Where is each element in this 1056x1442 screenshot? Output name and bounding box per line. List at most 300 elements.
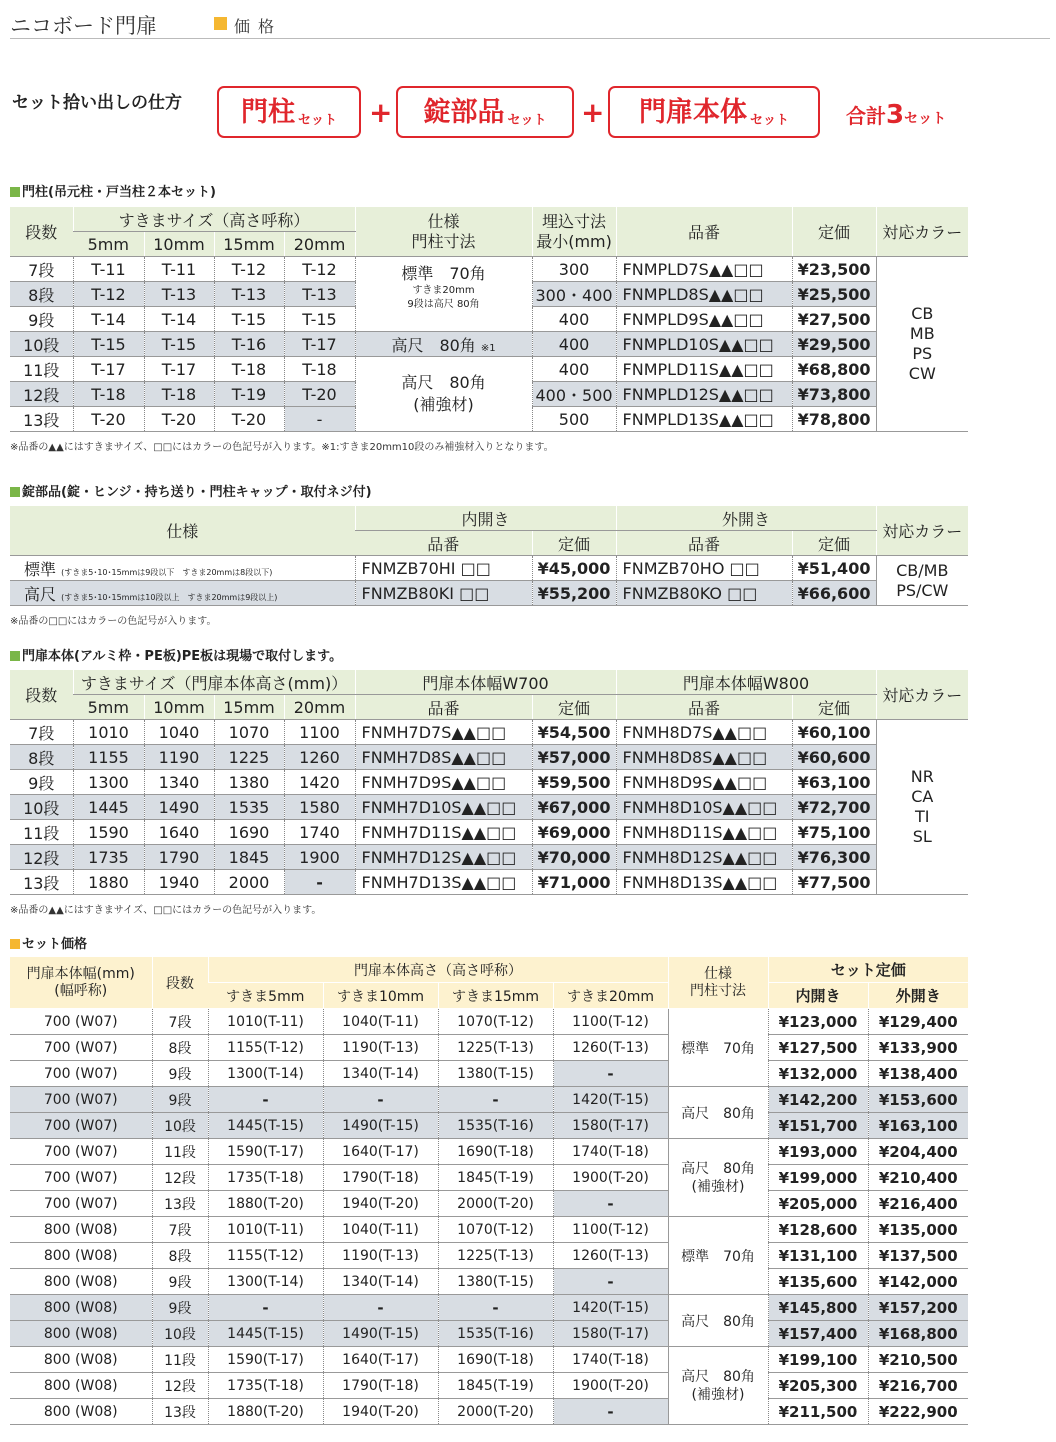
cell-steps: 8段 xyxy=(152,1035,208,1061)
cell: T-17 xyxy=(284,332,355,357)
th-spec xyxy=(668,957,768,1009)
cell: T-18 xyxy=(284,357,355,382)
cell: 1735 xyxy=(73,845,144,870)
cell-code: FNMPLD12S▲▲□□ xyxy=(616,382,792,407)
set-box-pillar-big: 門柱 xyxy=(240,97,295,128)
cell: 1010(T-11) xyxy=(208,1009,323,1035)
table-row xyxy=(10,1165,968,1191)
cell-price: ¥60,600 xyxy=(792,745,876,770)
spec-name: 高尺 xyxy=(24,584,57,604)
cell-steps: 8段 xyxy=(152,1243,208,1269)
cell: 1640(T-17) xyxy=(323,1139,438,1165)
body-table xyxy=(10,670,968,895)
table-row xyxy=(10,1347,968,1373)
cell: T-15 xyxy=(284,307,355,332)
cell-width: 700 (W07) xyxy=(10,1165,152,1191)
cell-width: 800 (W08) xyxy=(10,1347,152,1373)
cell: 1490(T-15) xyxy=(323,1113,438,1139)
cell-price-in: ¥123,000 xyxy=(768,1009,868,1035)
cell: 1590(T-17) xyxy=(208,1139,323,1165)
cell-steps: 9段 xyxy=(152,1269,208,1295)
cell-code: FNMH8D8S▲▲□□ xyxy=(616,745,792,770)
th-gap: すきまサイズ（高さ呼称） xyxy=(73,207,355,232)
cell: 1690 xyxy=(214,820,284,845)
pillar-note: ※品番の▲▲にはすきまサイズ、□□にはカラーの色記号が入ります。※1:すきま20mm10段のみ補強材入りとなります。 xyxy=(10,442,554,453)
cell: 1535(T-16) xyxy=(438,1321,553,1347)
cell-price-in: ¥135,600 xyxy=(768,1269,868,1295)
cell-code: FNMH7D10S▲▲□□ xyxy=(355,795,532,820)
cell-steps: 10段 xyxy=(10,795,73,820)
table-row xyxy=(10,257,968,282)
cell: 1490 xyxy=(144,795,214,820)
cell-price: ¥55,200 xyxy=(532,581,616,606)
th-15mm: 15mm xyxy=(214,695,284,720)
cell-spec xyxy=(668,1009,768,1087)
cell: 1300 xyxy=(73,770,144,795)
spec-desc: (すきま5･10･15mmは10段以上 すきま20mmは9段以上) xyxy=(61,592,278,602)
cell: T-20 xyxy=(214,407,284,432)
cell: 1380(T-15) xyxy=(438,1061,553,1087)
th-price: 定価 xyxy=(792,531,876,556)
cell-steps: 13段 xyxy=(152,1191,208,1217)
cell-price-out: ¥222,900 xyxy=(868,1399,968,1425)
cell-price: ¥23,500 xyxy=(792,257,876,282)
cell: 1190(T-13) xyxy=(323,1035,438,1061)
cell-price-in: ¥205,000 xyxy=(768,1191,868,1217)
cell: 1070(T-12) xyxy=(438,1009,553,1035)
spec-tall: 高尺 80角 xyxy=(681,1313,755,1330)
cell-price-in: ¥199,100 xyxy=(768,1347,868,1373)
th-in: 内開き xyxy=(355,506,616,531)
cell: T-18 xyxy=(144,382,214,407)
cell-steps: 8段 xyxy=(10,282,73,307)
cell: T-17 xyxy=(73,357,144,382)
th-steps: 段数 xyxy=(10,670,73,720)
cell: T-15 xyxy=(144,332,214,357)
table-row xyxy=(10,1399,968,1425)
cell: T-14 xyxy=(73,307,144,332)
cell-price: ¥70,000 xyxy=(532,845,616,870)
cell-code: FNMZB80KI □□ xyxy=(355,581,532,606)
cell-steps: 11段 xyxy=(10,357,73,382)
cell-steps: 9段 xyxy=(152,1061,208,1087)
cell: 1740 xyxy=(284,820,355,845)
cell: 1070(T-12) xyxy=(438,1217,553,1243)
th-spec-2: 門柱寸法 xyxy=(411,231,476,251)
section-title-lock xyxy=(10,481,372,500)
cell: 1740(T-18) xyxy=(553,1347,668,1373)
cell-steps: 12段 xyxy=(152,1373,208,1399)
cell-steps: 11段 xyxy=(152,1139,208,1165)
cell-code: FNMH7D12S▲▲□□ xyxy=(355,845,532,870)
header-square-icon xyxy=(214,17,227,30)
cell: 1880 xyxy=(73,870,144,895)
th-10mm: 10mm xyxy=(144,232,214,257)
cell-code: FNMPLD9S▲▲□□ xyxy=(616,307,792,332)
cell-spec xyxy=(668,1217,768,1295)
cell-price: ¥45,000 xyxy=(532,556,616,581)
cell-steps: 11段 xyxy=(152,1347,208,1373)
cell: 1845(T-19) xyxy=(438,1165,553,1191)
cell: - xyxy=(553,1269,668,1295)
cell: 1900(T-20) xyxy=(553,1373,668,1399)
cell-steps: 8段 xyxy=(10,745,73,770)
cell: 1845(T-19) xyxy=(438,1373,553,1399)
cell-width: 800 (W08) xyxy=(10,1295,152,1321)
cell: T-17 xyxy=(144,357,214,382)
cell-steps: 9段 xyxy=(152,1295,208,1321)
yellow-square-icon xyxy=(10,939,20,949)
cell: T-12 xyxy=(73,282,144,307)
section-title-setprice xyxy=(10,933,87,952)
cell-price-out: ¥135,000 xyxy=(868,1217,968,1243)
cell-steps: 10段 xyxy=(10,332,73,357)
cell: 1790(T-18) xyxy=(323,1165,438,1191)
cell-price-out: ¥157,200 xyxy=(868,1295,968,1321)
cell-code: FNMH8D9S▲▲□□ xyxy=(616,770,792,795)
th-color: 対応カラー xyxy=(876,506,968,556)
cell: 1445(T-15) xyxy=(208,1113,323,1139)
cell: 1640 xyxy=(144,820,214,845)
cell-bury: 400 xyxy=(532,332,616,357)
cell: 1300(T-14) xyxy=(208,1061,323,1087)
cell-code: FNMH8D13S▲▲□□ xyxy=(616,870,792,895)
cell: 1225 xyxy=(214,745,284,770)
cell-price-out: ¥168,800 xyxy=(868,1321,968,1347)
green-square-icon xyxy=(10,487,20,497)
cell-price: ¥68,800 xyxy=(792,357,876,382)
cell-steps: 9段 xyxy=(152,1087,208,1113)
cell-width: 700 (W07) xyxy=(10,1087,152,1113)
cell-price: ¥66,600 xyxy=(792,581,876,606)
set-total-num: 3 xyxy=(886,100,905,130)
table-row xyxy=(10,745,968,770)
cell-steps: 13段 xyxy=(152,1399,208,1425)
set-box-pillar-small: セット xyxy=(297,113,337,128)
set-total xyxy=(846,100,946,130)
cell: 1420(T-15) xyxy=(553,1295,668,1321)
cell: T-13 xyxy=(144,282,214,307)
cell-spec-tall xyxy=(355,332,532,357)
table-row xyxy=(10,332,968,357)
th-width xyxy=(10,957,152,1009)
table-row xyxy=(10,1139,968,1165)
th-in: 内開き xyxy=(768,983,868,1009)
th-spec xyxy=(355,207,532,257)
cell: 1845 xyxy=(214,845,284,870)
cell: 1260 xyxy=(284,745,355,770)
cell-width: 800 (W08) xyxy=(10,1269,152,1295)
cell-price-in: ¥151,700 xyxy=(768,1113,868,1139)
cell: - xyxy=(323,1087,438,1113)
table-row xyxy=(10,1269,968,1295)
set-box-body xyxy=(608,86,820,138)
cell: - xyxy=(208,1087,323,1113)
cell-price: ¥29,500 xyxy=(792,332,876,357)
cell-code: FNMPLD10S▲▲□□ xyxy=(616,332,792,357)
cell-width: 700 (W07) xyxy=(10,1113,152,1139)
table-row xyxy=(10,1243,968,1269)
cell-steps: 7段 xyxy=(152,1009,208,1035)
cell-width: 800 (W08) xyxy=(10,1399,152,1425)
cell-price-out: ¥216,400 xyxy=(868,1191,968,1217)
cell-steps: 7段 xyxy=(10,720,73,745)
cell: - xyxy=(438,1087,553,1113)
cell-price-in: ¥199,000 xyxy=(768,1165,868,1191)
cell-steps: 7段 xyxy=(152,1217,208,1243)
cell-price: ¥27,500 xyxy=(792,307,876,332)
cell: - xyxy=(553,1191,668,1217)
cell: 1155 xyxy=(73,745,144,770)
cell: T-18 xyxy=(214,357,284,382)
cell-code: FNMH7D9S▲▲□□ xyxy=(355,770,532,795)
cell: - xyxy=(208,1295,323,1321)
spec-std-note1: すきま20mm xyxy=(412,285,475,296)
cell: 1735(T-18) xyxy=(208,1373,323,1399)
setprice-table xyxy=(10,957,968,1425)
set-guide-label: セット拾い出しの仕方 xyxy=(12,93,182,113)
cell: 1225(T-13) xyxy=(438,1035,553,1061)
spec-tall-mark: ※1 xyxy=(480,342,496,354)
spec-reinf-1: 高尺 80角 xyxy=(681,1160,755,1177)
color-item: NR xyxy=(910,767,934,786)
cell: 1010(T-11) xyxy=(208,1217,323,1243)
cell-code: FNMH7D8S▲▲□□ xyxy=(355,745,532,770)
cell-price-in: ¥131,100 xyxy=(768,1243,868,1269)
cell-price-out: ¥163,100 xyxy=(868,1113,968,1139)
cell: T-20 xyxy=(284,382,355,407)
cell-price: ¥54,500 xyxy=(532,720,616,745)
cell: T-14 xyxy=(144,307,214,332)
set-total-post: セット xyxy=(904,111,947,127)
cell-spec-std xyxy=(355,257,532,332)
th-steps: 段数 xyxy=(10,207,73,257)
cell-price-in: ¥205,300 xyxy=(768,1373,868,1399)
spec-reinf-1: 高尺 80角 xyxy=(681,1368,755,1385)
section-title-text: セット価格 xyxy=(22,937,88,952)
th-g5: すきま5mm xyxy=(208,983,323,1009)
cell-code: FNMH8D12S▲▲□□ xyxy=(616,845,792,870)
cell: 1880(T-20) xyxy=(208,1399,323,1425)
cell-steps: 12段 xyxy=(10,845,73,870)
spec-std: 標準 70角 xyxy=(681,1040,755,1057)
section-title-text: 門柱(吊元柱・戸当柱２本セット) xyxy=(22,185,216,200)
th-20mm: 20mm xyxy=(284,232,355,257)
set-box-body-small: セット xyxy=(749,113,789,128)
table-row xyxy=(10,1191,968,1217)
cell: 1100(T-12) xyxy=(553,1009,668,1035)
set-total-pre: 合計 xyxy=(846,104,886,128)
cell: 1580(T-17) xyxy=(553,1321,668,1347)
cell-price-out: ¥129,400 xyxy=(868,1009,968,1035)
cell-price-out: ¥210,500 xyxy=(868,1347,968,1373)
cell: T-12 xyxy=(284,257,355,282)
cell-code: FNMPLD7S▲▲□□ xyxy=(616,257,792,282)
color-item: PS/CW xyxy=(896,580,949,600)
cell-steps: 13段 xyxy=(10,870,73,895)
cell-bury: 400 xyxy=(532,307,616,332)
cell-price: ¥78,800 xyxy=(792,407,876,432)
lock-table xyxy=(10,506,968,606)
cell-price: ¥69,000 xyxy=(532,820,616,845)
cell-colors xyxy=(876,556,968,606)
cell-code: FNMZB70HO □□ xyxy=(616,556,792,581)
cell-code: FNMPLD13S▲▲□□ xyxy=(616,407,792,432)
cell: T-13 xyxy=(214,282,284,307)
table-row xyxy=(10,581,968,606)
cell-spec xyxy=(668,1139,768,1217)
table-row xyxy=(10,1061,968,1087)
cell-price: ¥60,100 xyxy=(792,720,876,745)
cell: T-20 xyxy=(144,407,214,432)
cell: 1190(T-13) xyxy=(323,1243,438,1269)
cell-code: FNMH8D7S▲▲□□ xyxy=(616,720,792,745)
spec-std: 標準 70角 xyxy=(401,264,486,283)
cell: 1690(T-18) xyxy=(438,1139,553,1165)
cell-price-in: ¥145,800 xyxy=(768,1295,868,1321)
table-row xyxy=(10,820,968,845)
color-item: SL xyxy=(912,827,932,846)
cell-price: ¥77,500 xyxy=(792,870,876,895)
cell-width: 700 (W07) xyxy=(10,1009,152,1035)
table-row xyxy=(10,795,968,820)
cell: - xyxy=(284,407,355,432)
page-header xyxy=(10,8,1050,39)
th-w700: 門扉本体幅W700 xyxy=(355,670,616,695)
cell-price-out: ¥204,400 xyxy=(868,1139,968,1165)
th-spec-1: 仕様 xyxy=(704,965,732,982)
cell-spec xyxy=(10,556,355,581)
spec-reinf-2: (補強材) xyxy=(691,1178,745,1195)
cell-code: FNMH7D11S▲▲□□ xyxy=(355,820,532,845)
th-price: 定価 xyxy=(532,695,616,720)
cell: - xyxy=(553,1061,668,1087)
cell: 1940(T-20) xyxy=(323,1399,438,1425)
cell-price-out: ¥210,400 xyxy=(868,1165,968,1191)
cell: 1900 xyxy=(284,845,355,870)
color-item: PS xyxy=(912,344,933,363)
green-square-icon xyxy=(10,651,20,661)
cell-bury: 300・400 xyxy=(532,282,616,307)
cell-code: FNMPLD11S▲▲□□ xyxy=(616,357,792,382)
section-title-pillar xyxy=(10,181,216,200)
cell: 1420(T-15) xyxy=(553,1087,668,1113)
cell-spec xyxy=(668,1295,768,1347)
th-width-2: (幅呼称) xyxy=(54,982,108,999)
cell-colors xyxy=(876,257,968,432)
th-color: 対応カラー xyxy=(876,670,968,720)
th-code: 品番 xyxy=(355,695,532,720)
th-price: 定価 xyxy=(792,207,876,257)
cell: T-19 xyxy=(214,382,284,407)
cell-spec-reinf xyxy=(355,357,532,432)
spec-reinf-2: (補強材) xyxy=(413,395,474,414)
cell-price-out: ¥142,000 xyxy=(868,1269,968,1295)
cell: 1380(T-15) xyxy=(438,1269,553,1295)
cell-width: 800 (W08) xyxy=(10,1243,152,1269)
cell-bury: 300 xyxy=(532,257,616,282)
color-item: CW xyxy=(908,364,936,383)
cell-price: ¥25,500 xyxy=(792,282,876,307)
cell: 1740(T-18) xyxy=(553,1139,668,1165)
section-title-text: 錠部品(錠・ヒンジ・持ち送り・門柱キャップ・取付ネジ付) xyxy=(22,485,372,500)
cell: 2000(T-20) xyxy=(438,1399,553,1425)
cell-spec xyxy=(668,1347,768,1425)
th-width-1: 門扉本体幅(mm) xyxy=(26,965,135,982)
th-g15: すきま15mm xyxy=(438,983,553,1009)
cell-spec xyxy=(668,1087,768,1139)
table-row xyxy=(10,1295,968,1321)
set-box-pillar xyxy=(217,86,361,138)
set-box-body-big: 門扉本体 xyxy=(638,97,747,128)
th-steps: 段数 xyxy=(152,957,208,1009)
cell-bury: 500 xyxy=(532,407,616,432)
cell-price-out: ¥153,600 xyxy=(868,1087,968,1113)
color-item: CB/MB xyxy=(896,560,949,580)
cell: 1690(T-18) xyxy=(438,1347,553,1373)
cell: T-13 xyxy=(284,282,355,307)
table-row xyxy=(10,720,968,745)
cell: 1260(T-13) xyxy=(553,1243,668,1269)
cell: - xyxy=(284,870,355,895)
cell: 1260(T-13) xyxy=(553,1035,668,1061)
table-row xyxy=(10,1113,968,1139)
spec-tall: 高尺 80角 xyxy=(681,1105,755,1122)
spec-std-note2: 9段は高尺 80角 xyxy=(407,299,480,310)
page-subtitle: 価格 xyxy=(234,17,283,36)
cell: 1040(T-11) xyxy=(323,1217,438,1243)
cell: 1590(T-17) xyxy=(208,1347,323,1373)
spec-reinf-2: (補強材) xyxy=(691,1386,745,1403)
cell-price-in: ¥132,000 xyxy=(768,1061,868,1087)
th-spec-2: 門柱寸法 xyxy=(690,982,746,999)
cell-width: 800 (W08) xyxy=(10,1373,152,1399)
cell: 1445(T-15) xyxy=(208,1321,323,1347)
spec-tall: 高尺 80角 xyxy=(391,335,476,355)
color-item: CA xyxy=(911,787,934,806)
set-box-lock-big: 錠部品 xyxy=(423,97,505,128)
cell-price-out: ¥216,700 xyxy=(868,1373,968,1399)
cell-code: FNMZB80KO □□ xyxy=(616,581,792,606)
cell: 1900(T-20) xyxy=(553,1165,668,1191)
table-row xyxy=(10,1321,968,1347)
th-20mm: 20mm xyxy=(284,695,355,720)
green-square-icon xyxy=(10,187,20,197)
cell: T-11 xyxy=(73,257,144,282)
cell-steps: 12段 xyxy=(152,1165,208,1191)
cell: 1040 xyxy=(144,720,214,745)
cell: 1190 xyxy=(144,745,214,770)
spec-desc: (すきま5･10･15mmは9段以下 すきま20mmは8段以下) xyxy=(61,567,273,577)
spec-std: 標準 70角 xyxy=(681,1248,755,1265)
color-item: CB xyxy=(911,304,934,323)
th-code: 品番 xyxy=(616,695,792,720)
table-row xyxy=(10,870,968,895)
cell-price-in: ¥128,600 xyxy=(768,1217,868,1243)
cell-width: 700 (W07) xyxy=(10,1035,152,1061)
th-g20: すきま20mm xyxy=(553,983,668,1009)
page-title: ニコボード門扉 xyxy=(10,14,157,38)
cell-price-in: ¥127,500 xyxy=(768,1035,868,1061)
cell: - xyxy=(553,1399,668,1425)
cell: 1100 xyxy=(284,720,355,745)
cell-bury: 400・500 xyxy=(532,382,616,407)
cell: 1790(T-18) xyxy=(323,1373,438,1399)
cell: 2000(T-20) xyxy=(438,1191,553,1217)
th-bury xyxy=(532,207,616,257)
cell-price-out: ¥133,900 xyxy=(868,1035,968,1061)
color-item: TI xyxy=(915,807,930,826)
